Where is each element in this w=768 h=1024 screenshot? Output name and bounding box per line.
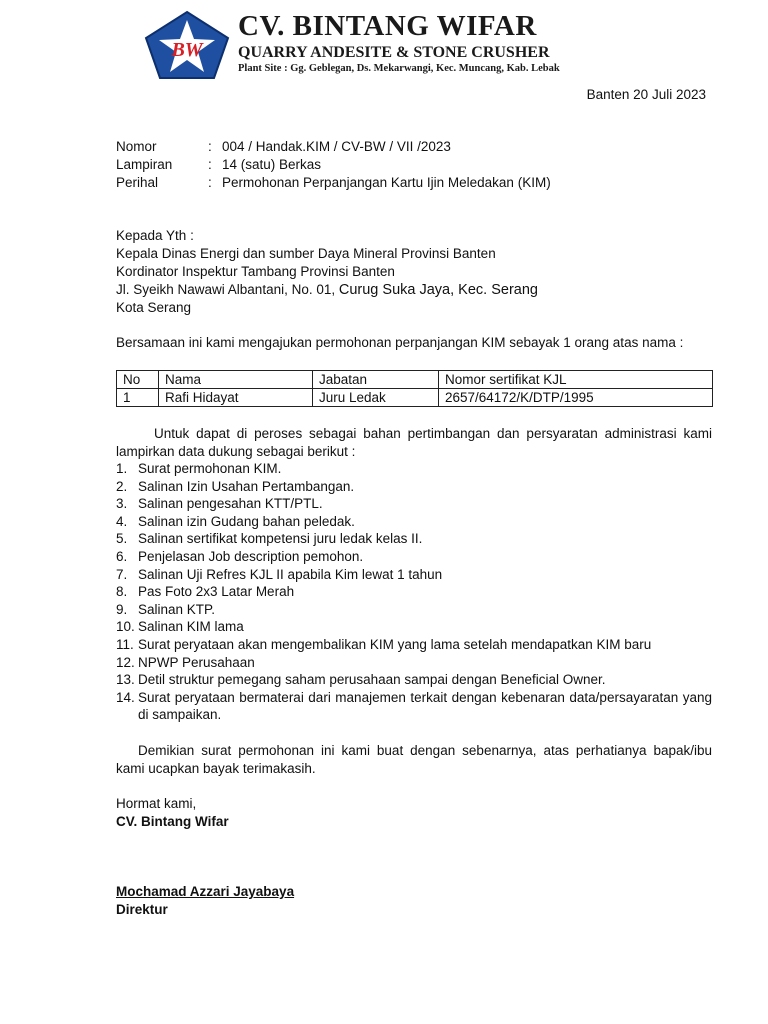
- address-line: Kordinator Inspektur Tambang Provinsi Banten: [116, 264, 395, 279]
- list-text: Salinan KTP.: [138, 601, 216, 617]
- list-number: 10.: [116, 619, 135, 635]
- meta-label: Lampiran: [116, 157, 173, 172]
- table-header: Nama: [159, 371, 313, 389]
- list-text: Salinan sertifikat kompetensi juru ledak kelas II.: [138, 531, 423, 547]
- list-number: 6.: [116, 548, 128, 564]
- table-cell: Juru Ledak: [313, 389, 439, 407]
- list-item: [116, 566, 712, 584]
- list-text: Salinan Izin Usahan Pertambangan.: [138, 478, 355, 494]
- address-street-part: Jl. Syeikh Nawawi Albantani, No. 01,: [116, 282, 339, 297]
- list-text: Salinan Uji Refres KJL II apabila Kim lewat 1 tahun: [138, 566, 443, 582]
- regards-line: Hormat kami,: [116, 796, 197, 811]
- list-number: 14.: [116, 689, 135, 705]
- list-number: 13.: [116, 672, 135, 688]
- applicant-table: [116, 370, 713, 407]
- attachment-list: [116, 460, 712, 724]
- list-number: 8.: [116, 584, 128, 600]
- meta-colon: :: [208, 175, 212, 190]
- list-item: [116, 583, 712, 601]
- list-number: 9.: [116, 601, 128, 617]
- list-item: [116, 478, 712, 496]
- meta-label: Nomor: [116, 139, 157, 154]
- list-text: Salinan pengesahan KTT/PTL.: [138, 496, 323, 512]
- meta-value: 14 (satu) Berkas: [222, 157, 322, 172]
- table-row: [117, 389, 713, 407]
- signatory-title: Direktur: [116, 902, 168, 917]
- company-subtitle: QUARRY ANDESITE & STONE CRUSHER: [238, 44, 550, 61]
- regards-block: [116, 795, 229, 831]
- meta-colon: :: [208, 139, 212, 154]
- list-item: [116, 671, 712, 689]
- list-text: Salinan izin Gudang bahan peledak.: [138, 513, 355, 529]
- table-header: No: [117, 371, 159, 389]
- company-name: CV. BINTANG WIFAR: [238, 10, 537, 42]
- list-number: 5.: [116, 531, 128, 547]
- list-text: Detil struktur pemegang saham perusahaan sampai dengan Beneficial Owner.: [138, 672, 606, 688]
- table-cell: 2657/64172/K/DTP/1995: [439, 389, 713, 407]
- table-header-row: [117, 371, 713, 389]
- list-item: [116, 495, 712, 513]
- recipient-address: [116, 228, 538, 318]
- meta-colon: :: [208, 157, 212, 172]
- signatory-name: Mochamad Azzari Jayabaya: [116, 884, 295, 899]
- address-street: [116, 282, 538, 300]
- list-text: NPWP Perusahaan: [138, 654, 255, 670]
- meta-value: Permohonan Perpanjangan Kartu Ijin Meledakan (KIM): [222, 175, 551, 190]
- list-number: 2.: [116, 478, 128, 494]
- list-text: Salinan KIM lama: [138, 619, 244, 635]
- letter-meta: [116, 139, 551, 193]
- meta-row-lampiran: [116, 157, 551, 175]
- meta-row-perihal: [116, 175, 551, 193]
- company-logo: [144, 10, 230, 80]
- address-street-part: Curug Suka Jaya, Kec. Serang: [338, 282, 538, 298]
- list-text: Surat peryataan bermaterai dari manajemen terkait dengan kebenaran data/persayaratan yang di sampaikan.: [138, 689, 712, 723]
- letter-date: Banten 20 Juli 2023: [586, 87, 706, 102]
- list-item: [116, 636, 712, 654]
- table-header: Nomor sertifikat KJL: [439, 371, 713, 389]
- intro-text: Bersamaan ini kami mengajukan permohonan perpanjangan KIM sebayak 1 orang atas nama :: [116, 335, 684, 350]
- list-number: 12.: [116, 654, 135, 670]
- regards-company: CV. Bintang Wifar: [116, 814, 229, 829]
- meta-value: 004 / Handak.KIM / CV-BW / VII /2023: [222, 139, 451, 154]
- address-line: Kepala Dinas Energi dan sumber Daya Mineral Provinsi Banten: [116, 246, 496, 261]
- list-text: Surat peryataan akan mengembalikan KIM yang lama setelah mendapatkan KIM baru: [138, 636, 652, 652]
- list-number: 3.: [116, 496, 128, 512]
- table-header: Jabatan: [313, 371, 439, 389]
- body-paragraph-text: Untuk dapat di peroses sebagai bahan pertimbangan dan persyaratan administrasi kami lampirkan data dukung sebagai berikut :: [116, 426, 712, 459]
- closing-paragraph: [116, 742, 712, 778]
- meta-label: Perihal: [116, 175, 159, 190]
- list-item: [116, 601, 712, 619]
- list-number: 7.: [116, 566, 128, 582]
- meta-row-nomor: [116, 139, 551, 157]
- list-item: [116, 689, 712, 724]
- plant-site: Plant Site : Gg. Geblegan, Ds. Mekarwangi, Kec. Muncang, Kab. Lebak: [238, 63, 560, 74]
- list-item: [116, 618, 712, 636]
- list-text: Pas Foto 2x3 Latar Merah: [138, 584, 295, 600]
- list-item: [116, 530, 712, 548]
- list-text: Surat permohonan KIM.: [138, 461, 282, 476]
- closing-text: Demikian surat permohonan ini kami buat dengan sebenarnya, atas perhatianya bapak/ibu kami ucapkan bayak terimakasih.: [116, 743, 712, 776]
- salutation: Kepada Yth :: [116, 228, 194, 243]
- list-item: [116, 460, 712, 478]
- list-text: Penjelasan Job description pemohon.: [138, 548, 364, 564]
- list-number: 11.: [116, 636, 134, 652]
- body-paragraph: [116, 425, 712, 460]
- list-item: [116, 548, 712, 566]
- list-item: [116, 654, 712, 672]
- address-city: Kota Serang: [116, 300, 192, 315]
- list-number: 1.: [116, 461, 128, 476]
- logo-monogram: BW: [171, 39, 203, 61]
- table-cell: 1: [117, 389, 159, 407]
- list-number: 4.: [116, 513, 128, 529]
- list-item: [116, 513, 712, 531]
- table-cell: Rafi Hidayat: [159, 389, 313, 407]
- signature-block: [116, 883, 294, 919]
